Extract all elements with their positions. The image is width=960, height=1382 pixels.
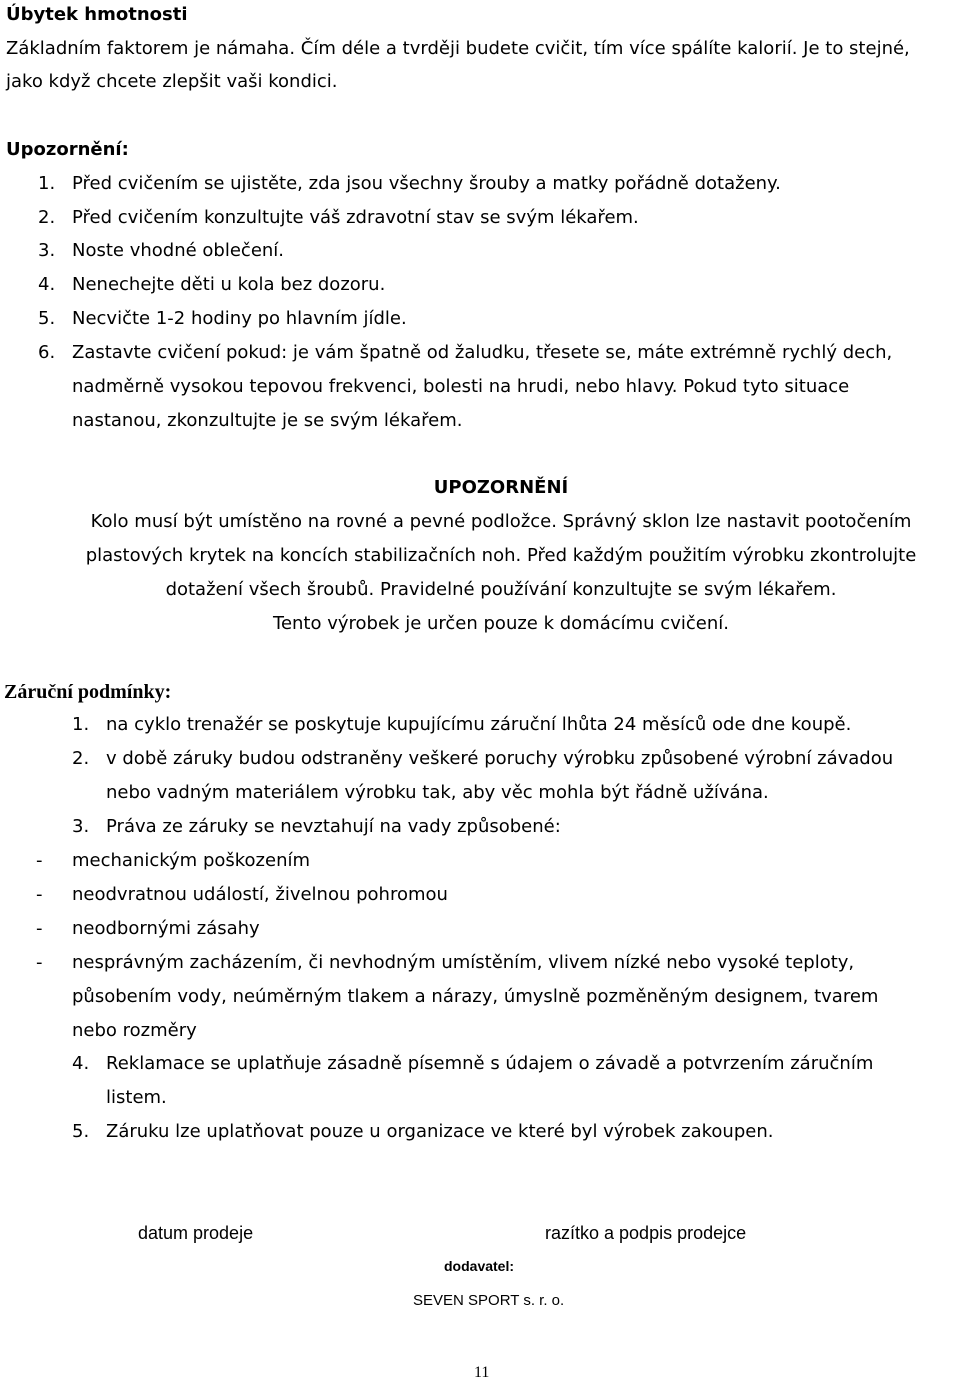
warning-item-num: 1.: [38, 173, 56, 194]
stamp-signature-label: razítko a podpis prodejce: [545, 1223, 747, 1243]
warranty-item-text: na cyklo trenažér se poskytuje kupujícímu záruční lhůta 24 měsíců ode dne koupě.: [106, 714, 852, 735]
dash-bullet: -: [36, 952, 43, 973]
dash-bullet: -: [36, 884, 43, 905]
warranty-item-continuation: nebo vadným materiálem výrobku tak, aby věc mohla být řádně užívána.: [106, 782, 769, 803]
warranty-item-continuation: listem.: [106, 1087, 167, 1108]
warning-item-text: Nenechejte děti u kola bez dozoru.: [72, 274, 386, 295]
warning-item-num: 5.: [38, 308, 56, 329]
warning-item-continuation: nadměrně vysokou tepovou frekvenci, bolesti na hrudi, nebo hlavy. Pokud tyto situace: [72, 376, 850, 397]
warranty-heading: Záruční podmínky:: [4, 681, 172, 703]
weight-loss-line-1: Základním faktorem je námaha. Čím déle a tvrději budete cvičit, tím více spálíte kalorií. Je to stejné,: [6, 38, 910, 59]
dash-bullet: -: [36, 850, 43, 871]
warning-item-num: 2.: [38, 207, 56, 228]
warning-item-text: Před cvičením se ujistěte, zda jsou všechny šrouby a matky pořádně dotaženy.: [72, 173, 781, 194]
weight-loss-heading: Úbytek hmotnosti: [6, 4, 188, 25]
notice-line: Tento výrobek je určen pouze k domácímu cvičení.: [273, 613, 729, 634]
dash-item-continuation: nebo rozměry: [72, 1020, 197, 1041]
dash-item-text: neodvratnou událostí, živelnou pohromou: [72, 884, 448, 905]
notice-line: plastových krytek na koncích stabilizačních noh. Před každým použitím výrobku zkontrolujte: [85, 545, 917, 566]
dash-bullet: -: [36, 918, 43, 939]
notice-heading: UPOZORNĚNÍ: [433, 477, 569, 498]
warning-item-text: Zastavte cvičení pokud: je vám špatně od žaludku, třesete se, máte extrémně rychlý dech,: [72, 342, 893, 363]
warning-item-num: 6.: [38, 342, 56, 363]
supplier-label: dodavatel:: [444, 1258, 515, 1274]
warranty-item-num: 3.: [72, 816, 90, 837]
warranty-item-text: Reklamace se uplatňuje zásadně písemně s údajem o závadě a potvrzením záručním: [106, 1053, 874, 1074]
warranty-item-num: 4.: [72, 1053, 90, 1074]
dash-item-continuation: působením vody, neúměrným tlakem a nárazy, úmyslně pozměněným designem, tvarem: [72, 986, 879, 1007]
dash-item-text: nesprávným zacházením, či nevhodným umístěním, vlivem nízké nebo vysoké teploty,: [72, 952, 855, 973]
notice-line: Kolo musí být umístěno na rovné a pevné podložce. Správný sklon lze nastavit pootočením: [90, 511, 912, 532]
warning-item-text: Před cvičením konzultujte váš zdravotní stav se svým lékařem.: [72, 207, 639, 228]
warning-item-continuation: nastanou, zkonzultujte je se svým lékařem.: [72, 410, 463, 431]
warning-item-num: 4.: [38, 274, 56, 295]
warning-item-text: Necvičte 1-2 hodiny po hlavním jídle.: [72, 308, 407, 329]
supplier-name: SEVEN SPORT s. r. o.: [413, 1292, 565, 1309]
warranty-item-text: v době záruky budou odstraněny veškeré poruchy výrobku způsobené výrobní závadou: [106, 748, 894, 769]
dash-item-text: neodbornými zásahy: [72, 918, 260, 939]
warning-item-text: Noste vhodné oblečení.: [72, 240, 285, 261]
warranty-item-text: Záruku lze uplatňovat pouze u organizace ve které byl výrobek zakoupen.: [106, 1121, 774, 1142]
warranty-item-num: 5.: [72, 1121, 90, 1142]
warranty-item-text: Práva ze záruky se nevztahují na vady způsobené:: [106, 816, 561, 837]
warning-heading: Upozornění:: [6, 139, 129, 160]
warranty-item-num: 2.: [72, 748, 90, 769]
warning-item-num: 3.: [38, 240, 56, 261]
warranty-item-num: 1.: [72, 714, 90, 735]
date-of-sale-label: datum prodeje: [138, 1223, 254, 1243]
dash-item-text: mechanickým poškozením: [72, 850, 311, 871]
page-number: 11: [474, 1364, 490, 1381]
weight-loss-line-2: jako když chcete zlepšit vaši kondici.: [6, 71, 338, 92]
notice-line: dotažení všech šroubů. Pravidelné používání konzultujte se svým lékařem.: [165, 579, 837, 600]
